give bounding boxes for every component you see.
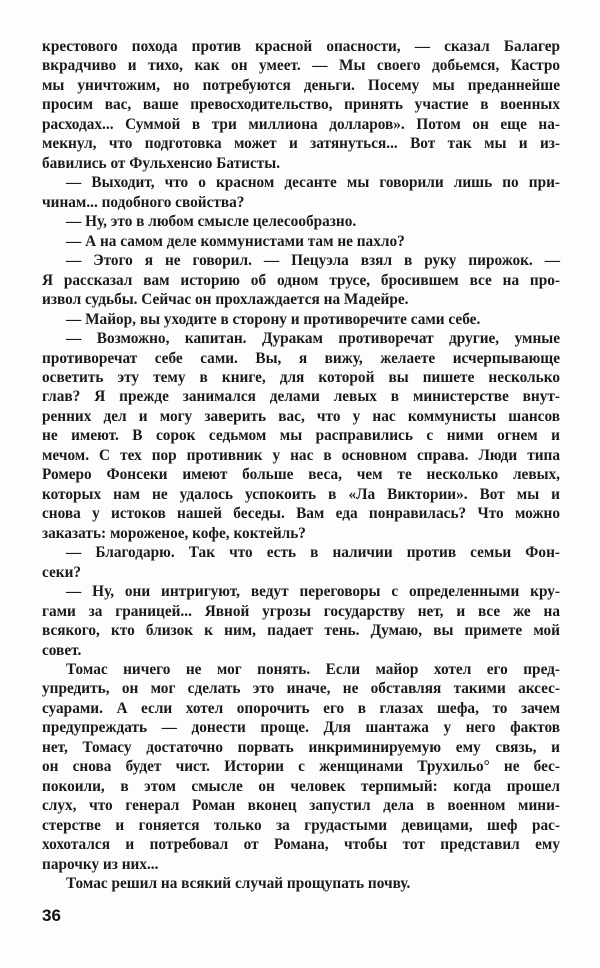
text-line: упредить, он мог сделать это иначе, не обставляя такими аксес- <box>42 680 560 698</box>
text-line: снова у истоков нашей беседы. Вам еда понравилась? Что можно <box>42 505 560 523</box>
paragraph <box>42 329 560 543</box>
text-line: совет. <box>42 641 82 659</box>
text-line: хохотался и потребовал от Романа, чтобы тот представил ему <box>42 836 560 854</box>
text-line: крестового похода против красной опасности, — сказал Балагер <box>42 38 560 55</box>
text-line: противоречат себе сами. Вы, я вижу, желаете исчерпывающе <box>42 349 560 367</box>
paragraph <box>42 660 560 874</box>
text-line: которых нам не удалось успокоить в «Ла Виктории». Вот мы и <box>42 485 560 503</box>
text-line: стерстве и гоняется только за грудастыми девицами, шеф рас- <box>42 816 560 834</box>
page-number: 36 <box>42 906 61 925</box>
text-line: заказать: мороженое, кофе, коктейль? <box>42 524 306 542</box>
text-line: — Ну, это в любом смысле целесообразно. <box>66 213 357 231</box>
text-line: нет, Томасу достаточно порвать инкриминируемую ему связь, и <box>42 738 560 756</box>
text-line: — Выходит, что о красном десанте мы говорили лишь по при- <box>66 174 560 192</box>
book-page-text <box>42 37 560 894</box>
text-line: Я рассказал вам историю об одном трусе, бросившем все на про- <box>42 271 560 289</box>
paragraph <box>42 582 560 660</box>
text-line: — А на самом деле коммунистами там не пахло? <box>66 232 405 250</box>
text-line: бавились от Фульхенсио Батисты. <box>42 154 281 172</box>
text-line: — Возможно, капитан. Дуракам противоречат другие, умные <box>66 330 560 348</box>
text-line: суарами. А если хотел опорочить его в глазах шефа, то зачем <box>42 699 560 717</box>
paragraph <box>42 251 560 309</box>
paragraph <box>42 232 560 251</box>
text-line: всякого, кто близок к ним, падает тень. Думаю, вы примете мой <box>42 622 560 640</box>
paragraph <box>42 37 560 173</box>
text-line: вкрадчиво и тихо, как он умеет. — Мы своего добьемся, Кастро <box>42 57 560 75</box>
paragraph <box>42 543 560 582</box>
text-line: Томас ничего не мог понять. Если майор хотел его пред- <box>66 661 560 678</box>
text-line: Ромеро Фонсеки имеют больше веса, чем те несколько левых, <box>42 466 560 484</box>
text-line: секи? <box>42 563 82 581</box>
text-line: мечом. С тех пор противник у нас в основном справа. Люди типа <box>42 446 560 464</box>
text-line: он снова будет чист. Истории с женщинами Трухильо° не бес- <box>42 758 560 776</box>
text-line: просим вас, ваше превосходительство, принять участие в военных <box>42 96 560 114</box>
text-line: парочку из них... <box>42 855 159 873</box>
text-line: гами за границей... Явной угрозы государству нет, и все же на <box>42 602 560 620</box>
text-line: — Этого я не говорил. — Пецуэла взял в руку пирожок. — <box>66 252 560 270</box>
paragraph <box>42 212 560 231</box>
text-line: — Майор, вы уходите в сторону и противоречите сами себе. <box>66 310 481 328</box>
paragraph <box>42 173 560 212</box>
paragraph <box>42 874 560 893</box>
text-line: расходах... Суммой в три миллиона долларов». Потом он еще на- <box>42 115 560 133</box>
text-line: не имеют. В сорок седьмом мы расправились с ними огнем и <box>42 427 560 445</box>
text-line: чинам... подобного свойства? <box>42 193 245 211</box>
text-line: осветить эту тему в книге, для которой вы пишете несколько <box>42 368 560 386</box>
text-line: покоили, в этом смысле он человек терпимый: когда прошел <box>42 777 560 795</box>
text-line: извол судьбы. Сейчас он прохлаждается на Мадейре. <box>42 291 409 309</box>
text-line: мы уничтожим, но потребуются деньги. Посему мы преданнейше <box>42 76 560 94</box>
text-line: слух, что генерал Роман вконец запустил дела в военном мини- <box>42 797 560 815</box>
text-line: предупреждать — донести проще. Для шантажа у него фактов <box>42 719 560 737</box>
text-line: — Ну, они интригуют, ведут переговоры с определенными кру- <box>66 583 560 601</box>
text-line: мекнул, что подготовка может и затянуться... Вот так мы и из- <box>42 135 560 153</box>
paragraph <box>42 310 560 329</box>
text-line: глав? Я прежде занимался делами левых в министерстве внут- <box>42 388 560 406</box>
text-line: — Благодарю. Так что есть в наличии против семьи Фон- <box>66 544 560 562</box>
text-line: ренних дел и могу заверить вас, что у нас коммунисты шансов <box>42 407 560 425</box>
text-line: Томас решил на всякий случай прощупать почву. <box>66 875 411 893</box>
